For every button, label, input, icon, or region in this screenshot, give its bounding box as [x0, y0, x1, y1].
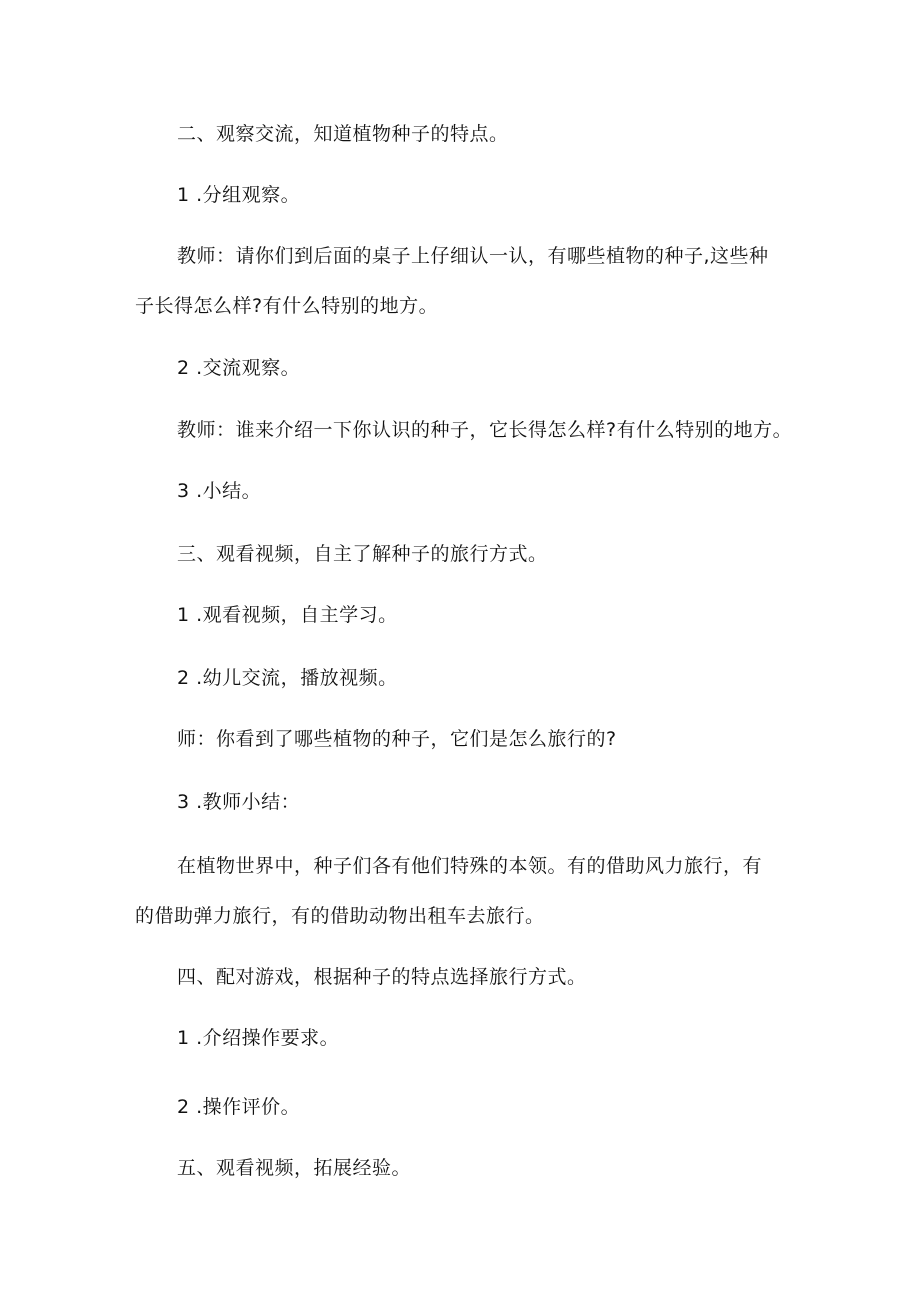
heading-section-3: 三、观看视频，自主了解种子的旅行方式。	[177, 543, 548, 565]
heading-section-2: 二、观察交流，知道植物种子的特点。	[177, 123, 509, 145]
item-3-2: 2 .幼儿交流，播放视频。	[177, 667, 398, 689]
heading-section-4: 四、配对游戏，根据种子的特点选择旅行方式。	[177, 966, 587, 988]
paragraph-line: 子长得怎么样?有什么特别的地方。	[135, 295, 439, 317]
item-3-1: 1 .观看视频，自主学习。	[177, 604, 398, 626]
paragraph-line: 师：你看到了哪些植物的种子，它们是怎么旅行的?	[177, 728, 617, 750]
item-4-1: 1 .介绍操作要求。	[177, 1027, 340, 1049]
paragraph-line: 在植物世界中，种子们各有他们特殊的本领。有的借助风力旅行，有	[177, 855, 763, 877]
paragraph-line: 教师：请你们到后面的桌子上仔细认一认，有哪些植物的种子,这些种	[177, 245, 769, 267]
item-2-3: 3 .小结。	[177, 480, 262, 502]
paragraph-line: 教师：谁来介绍一下你认识的种子，它长得怎么样?有什么特别的地方。	[177, 419, 793, 441]
item-2-1: 1 .分组观察。	[177, 184, 301, 206]
item-2-2: 2 .交流观察。	[177, 357, 301, 379]
heading-section-5: 五、观看视频，拓展经验。	[177, 1157, 412, 1179]
paragraph-line: 的借助弹力旅行，有的借助动物出租车去旅行。	[135, 905, 545, 927]
item-3-3: 3 .教师小结：	[177, 791, 301, 813]
item-4-2: 2 .操作评价。	[177, 1096, 301, 1118]
